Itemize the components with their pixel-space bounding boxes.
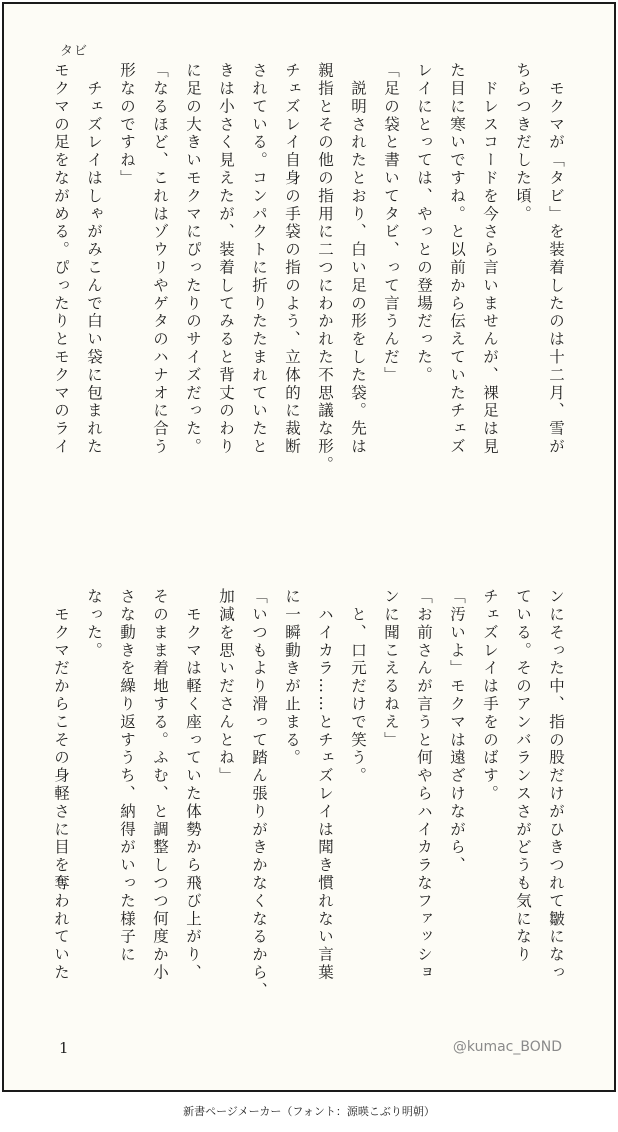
text-line: ドレスコードを今さら言いませんが、裸足は見 — [481, 62, 499, 456]
text-line: さな動きを繰り返すうち、納得がいった様子に — [118, 588, 136, 964]
text-line: なった。 — [85, 588, 103, 660]
upper-text-block — [52, 62, 572, 552]
text-line: チェズレイは手をのばす。 — [481, 588, 499, 803]
page-number: 1 — [59, 1039, 69, 1057]
lower-text-block — [52, 588, 572, 998]
text-line: た目に寒いですね。と以前から伝えていたチェズ — [448, 62, 466, 456]
text-line: モクマの足をながめる。ぴったりとモクマのライ — [52, 62, 70, 456]
text-line: 加減を思いださんとね」 — [217, 588, 235, 785]
text-line: モクマだからこその身軽さに目を奪われていた — [52, 588, 70, 982]
text-line: に一瞬動きが止まる。 — [283, 588, 301, 767]
book-page — [2, 2, 616, 1092]
text-line: 「なるほど、これはゾウリやゲタのハナオに合う — [151, 62, 169, 456]
text-line: されている。コンパクトに折りたたまれていたと — [250, 62, 268, 456]
text-line: ンにそった中、指の股だけがひきつれて皺になっ — [547, 588, 565, 982]
text-line: モクマが「タビ」を装着したのは十二月、雪が — [547, 62, 565, 456]
text-line: チェズレイはしゃがみこんで白い袋に包まれた — [85, 62, 103, 456]
text-line: と、口元だけで笑う。 — [349, 588, 367, 785]
footer-caption: 新書ページメーカー（フォント：源暎こぶり明朝） — [183, 1105, 435, 1118]
text-line: ちらつきだした頃。 — [514, 62, 532, 224]
text-line: チェズレイ自身の手袋の指のよう、立体的に裁断 — [283, 62, 301, 456]
text-line: モクマは軽く座っていた体勢から飛び上がり、 — [184, 588, 202, 982]
text-line: 「汚いよ」モクマは遠ざけながら、 — [448, 588, 466, 875]
author-handle: @kumac_BOND — [452, 1039, 562, 1055]
text-line: そのまま着地する。ふむ、と調整しつつ何度か小 — [151, 588, 169, 982]
text-line: 「足の袋と書いてタビ、って言うんだ」 — [382, 62, 400, 385]
text-line: ンに聞こえるねえ」 — [382, 588, 400, 750]
text-line: ている。そのアンバランスさがどうも気になり — [514, 588, 532, 964]
text-line: 親指とその他の指用に二つにわかれた不思議な形。 — [316, 62, 334, 474]
text-line: 説明されたとおり、白い足の形をした袋。先は — [349, 62, 367, 456]
text-line: に足の大きいモクマにぴったりのサイズだった。 — [184, 62, 202, 456]
text-line: レイにとっては、やっとの登場だった。 — [415, 62, 433, 385]
text-line: 形なのですね」 — [118, 62, 136, 188]
text-line: ハイカラ……とチェズレイは聞き慣れない言葉 — [316, 588, 334, 982]
text-line: 「お前さんが言うと何やらハイカラなファッショ — [415, 588, 433, 982]
page-title: タビ — [60, 44, 89, 59]
text-line: 「いつもより滑って踏ん張りがきかなくなるから、 — [250, 588, 268, 1000]
text-line: きは小さく見えたが、装着してみると背丈のわり — [217, 62, 235, 456]
